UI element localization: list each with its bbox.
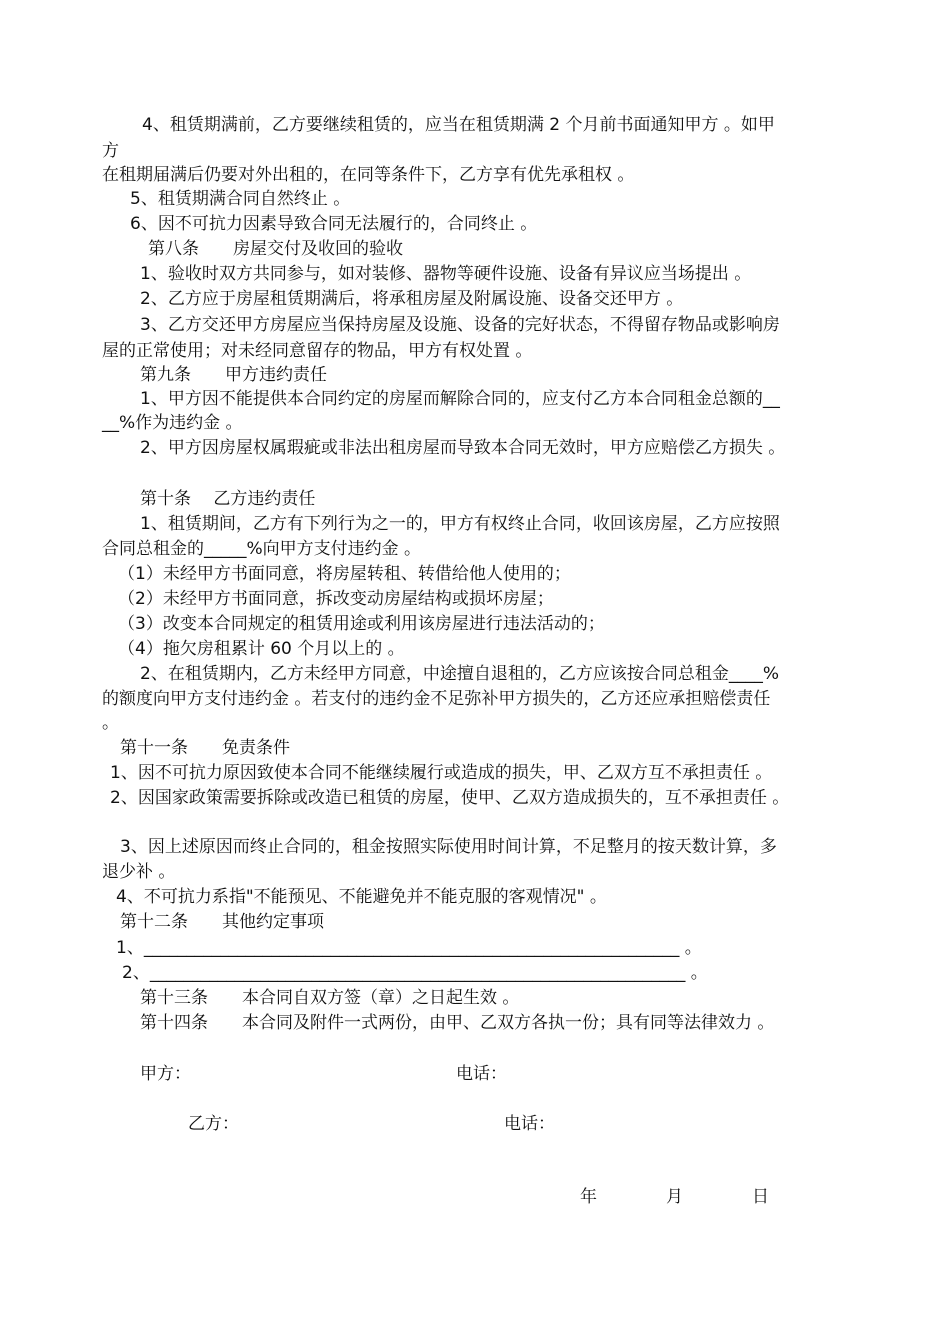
article-10-item-1-line-1: 1、租赁期间，乙方有下列行为之一的，甲方有权终止合同，收回该房屋，乙方应按照 xyxy=(140,514,780,534)
article-8-item-2: 2、乙方应于房屋租赁期满后，将承租房屋及附属设施、设备交还甲方 。 xyxy=(140,289,684,309)
article-10-item-2-line-2: 的额度向甲方支付违约金 。若支付的违约金不足弥补甲方损失的，乙方还应承担赔偿责任 xyxy=(102,689,771,709)
article-10-sub-1: （1）未经甲方书面同意，将房屋转租、转借给他人使用的； xyxy=(118,564,571,584)
article-9-heading: 第九条 甲方违约责任 xyxy=(140,365,327,385)
article-12-item-1: 1、_______________________________________________________________ 。 xyxy=(116,938,702,958)
article-9-item-1-line-2: __%作为违约金 。 xyxy=(102,413,243,433)
article-10-item-2-line-1: 2、在租赁期内，乙方未经甲方同意，中途擅自退租的，乙方应该按合同总租金____% xyxy=(140,664,779,684)
date-year-label: 年 xyxy=(580,1187,597,1207)
party-a-phone-label: 电话： xyxy=(456,1064,507,1084)
article-10-heading: 第十条 乙方违约责任 xyxy=(140,489,316,509)
article-14: 第十四条 本合同及附件一式两份，由甲、乙双方各执一份；具有同等法律效力 。 xyxy=(140,1013,775,1033)
article-8-item-1: 1、验收时双方共同参与，如对装修、器物等硬件设施、设备有异议应当场提出 。 xyxy=(140,264,752,284)
article-12-heading: 第十二条 其他约定事项 xyxy=(120,912,324,932)
article-10-sub-2: （2）未经甲方书面同意，拆改变动房屋结构或损坏房屋； xyxy=(118,589,554,609)
clause-8-item-6: 6、因不可抗力因素导致合同无法履行的，合同终止 。 xyxy=(130,214,538,234)
article-11-item-2: 2、因国家政策需要拆除或改造已租赁的房屋，使甲、乙双方造成损失的，互不承担责任 。 xyxy=(110,788,790,808)
article-9-item-1-line-1: 1、甲方因不能提供本合同约定的房屋而解除合同的，应支付乙方本合同租金总额的__ xyxy=(140,389,780,409)
article-11-item-4: 4、不可抗力系指"不能预见、不能避免并不能克服的客观情况" 。 xyxy=(116,887,607,907)
article-8-item-3-line-2: 屋的正常使用；对未经同意留存的物品，甲方有权处置 。 xyxy=(102,341,533,361)
date-month-label: 月 xyxy=(666,1187,683,1207)
article-10-sub-4: （4）拖欠房租累计 60 个月以上的 。 xyxy=(118,639,405,659)
article-11-item-1: 1、因不可抗力原因致使本合同不能继续履行或造成的损失，甲、乙双方互不承担责任 。 xyxy=(110,763,773,783)
article-10-item-1-line-2: 合同总租金的_____%向甲方支付违约金 。 xyxy=(102,539,422,559)
article-10-sub-3: （3）改变本合同规定的租赁用途或利用该房屋进行违法活动的； xyxy=(118,614,605,634)
party-a-label: 甲方： xyxy=(140,1064,191,1084)
article-11-item-3-line-2: 退少补 。 xyxy=(102,862,176,882)
clause-8-item-5: 5、租赁期满合同自然终止 。 xyxy=(130,189,351,209)
article-12-item-2: 2、_______________________________________________________________ 。 xyxy=(122,963,708,983)
party-b-label: 乙方： xyxy=(188,1114,239,1134)
clause-8-item-4-line-1: 4、租赁期满前，乙方要继续租赁的，应当在租赁期满 2 个月前书面通知甲方 。如甲 xyxy=(142,115,775,135)
date-day-label: 日 xyxy=(752,1187,769,1207)
article-11-heading: 第十一条 免责条件 xyxy=(120,738,290,758)
article-9-item-2: 2、甲方因房屋权属瑕疵或非法出租房屋而导致本合同无效时，甲方应赔偿乙方损失 。 xyxy=(140,438,786,458)
article-10-item-2-line-3: 。 xyxy=(102,713,119,733)
article-13: 第十三条 本合同自双方签（章）之日起生效 。 xyxy=(140,988,520,1008)
clause-8-item-4-line-3: 在租期届满后仍要对外出租的，在同等条件下，乙方享有优先承租权 。 xyxy=(102,165,635,185)
party-b-phone-label: 电话： xyxy=(504,1114,555,1134)
clause-8-item-4-line-2: 方 xyxy=(102,141,119,161)
article-8-item-3-line-1: 3、乙方交还甲方房屋应当保持房屋及设施、设备的完好状态，不得留存物品或影响房 xyxy=(140,315,780,335)
article-11-item-3-line-1: 3、因上述原因而终止合同的，租金按照实际使用时间计算，不足整月的按天数计算，多 xyxy=(120,837,777,857)
article-8-heading: 第八条 房屋交付及收回的验收 xyxy=(148,239,403,259)
